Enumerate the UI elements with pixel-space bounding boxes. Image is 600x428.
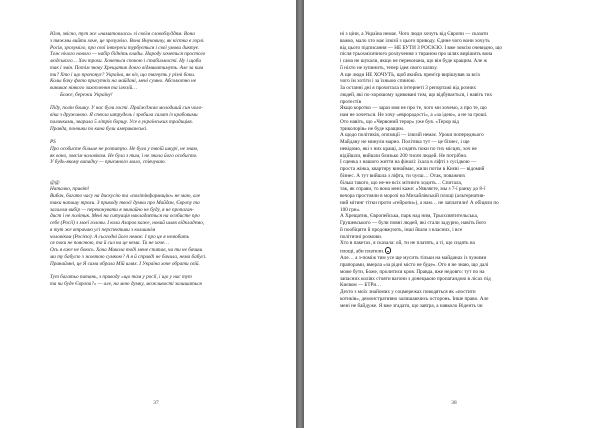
text-line bbox=[50, 227, 262, 234]
text-line bbox=[340, 72, 560, 79]
text-line bbox=[340, 262, 560, 269]
text-line-content: нам не хочеться. Не хочу «еврорадості», а «за ідею», а не за гроші. bbox=[340, 112, 488, 118]
text-line-content: Принаймні, це Я сама обрала Мій шлях. І Україна хоче обрати свій. bbox=[50, 260, 200, 267]
text-line-content: Наталко, привіт! bbox=[50, 186, 90, 193]
text-line-content: ти? Хто і що пропонує? Україна, як віз, що тягнуть у різні боки. bbox=[50, 71, 196, 78]
text-line bbox=[340, 186, 560, 193]
text-line bbox=[50, 65, 262, 72]
text-line-content: паличками, зварила 5 літрів борщу. Усе в українських традиціях. bbox=[50, 118, 194, 125]
text-line bbox=[50, 85, 262, 92]
text-line-content: від цього підписання — НЕ БУТИ З РОСІЄЮ. І вже зовсім очевидно, що bbox=[340, 44, 502, 51]
text-line-content: ми ту бабусю з жовтою сумкою? А я й справді не бачила, нема бабусі. bbox=[50, 253, 207, 260]
paragraph-gap bbox=[50, 267, 262, 274]
text-line-content: чоловіком (Росією). А сьогодні його немає. І про це я нелюбить bbox=[50, 233, 189, 240]
text-line-content: У будь-якому випадку — приємного мало, співчуваю. bbox=[50, 159, 166, 166]
text-line-content: Тут багатьо питань, з приводу «що там у росії, і що у нас тут bbox=[50, 274, 192, 280]
text-line-content: А щодо політиків, опозиції — ілюзій немає. Уроки попереднього bbox=[340, 132, 484, 139]
text-line-content: Але… а з-поміж тим усе ще мусить тільки на майданах із чужими bbox=[340, 255, 487, 262]
text-line-content: Ось я вже не боюсь. Хоча Микола тоді мене спитав, чи ти не бачиш bbox=[50, 247, 203, 253]
text-line bbox=[340, 296, 560, 303]
text-line bbox=[340, 276, 560, 283]
text-line bbox=[50, 213, 262, 220]
text-line-content: так і змін. Потім знову Хрещатик довго відмиватимуть. Але за ким bbox=[50, 64, 204, 71]
text-line-content: 100 грн». bbox=[340, 206, 361, 213]
text-line bbox=[50, 139, 262, 146]
text-line bbox=[340, 58, 560, 65]
text-line bbox=[340, 99, 560, 106]
text-line bbox=[50, 105, 262, 112]
text-line-content: Тож нічого нового — набір бідніть влады. Народу хочеться простого bbox=[50, 51, 206, 58]
text-line-content: А Хрещатик, Європейська, парк над ним, Трьохсвятительська, bbox=[340, 213, 479, 220]
text-line bbox=[50, 220, 262, 227]
text-line bbox=[340, 227, 560, 234]
text-line-content: бізнес. А тут вийшла з ліфта, ти чуєш… Отак, поважних bbox=[340, 172, 466, 179]
text-line-content: Про особисте більше не розпитую. Не була у твоїй шкурі, не знаю, bbox=[50, 145, 199, 152]
text-line bbox=[340, 166, 560, 173]
text-line-content: відійшли, вийшли близько 200 тисяч людей. Не потрібно. bbox=[340, 152, 468, 159]
text-line bbox=[50, 112, 262, 119]
text-line-content: з тяжмы вийти хоче, це зрозуміло. Вона Януковичу, як кістка в горлі. bbox=[50, 37, 205, 44]
text-line bbox=[340, 105, 560, 112]
text-line-content: як воно, зовсім чоловіком. Не була з тим, і не знала його особисто. bbox=[50, 152, 198, 159]
text-line bbox=[50, 126, 262, 133]
text-line bbox=[50, 186, 262, 193]
text-line bbox=[50, 261, 262, 268]
text-line bbox=[340, 65, 560, 72]
right-page-text bbox=[340, 31, 560, 309]
text-line bbox=[340, 173, 560, 180]
text-line bbox=[50, 240, 262, 247]
text-line bbox=[50, 31, 262, 38]
text-line bbox=[50, 159, 262, 166]
text-line-content: її ніхто не зупинить, тепер ідея свого шляху. bbox=[340, 64, 438, 71]
text-line bbox=[50, 146, 262, 153]
text-line bbox=[340, 146, 560, 153]
text-line-content: проста жінка, квартиру винаймає, жили потім в Києві — відомий bbox=[340, 166, 485, 172]
text-line-content: вечора простояли в морозі на Михайлівській площі (альтернатив- bbox=[340, 193, 486, 199]
text-line-content: може бути, Боже, пролитися кров. Правда, вже недовго: тут по на bbox=[340, 268, 485, 275]
text-line bbox=[340, 240, 560, 247]
text-line bbox=[340, 31, 560, 38]
right-page-number: 38 bbox=[451, 400, 457, 406]
text-line-content: дист і не політик. Мені на ситуація накладається на особисте про bbox=[50, 213, 200, 220]
text-line-content: та чи буде Європа?» — але, на мою думку, можливості залишаться bbox=[50, 280, 202, 287]
text-line-content: За останні дні я прочитала в інтернеті 3 репортажі від розних bbox=[340, 85, 477, 91]
text-line bbox=[340, 51, 560, 58]
text-line-content: і сама не шукали, якщо не переконана, що він буде кращим. Але ж bbox=[340, 58, 488, 64]
text-line bbox=[50, 58, 262, 65]
text-line bbox=[50, 193, 262, 200]
text-line-content: Якщо коротко — зараз моя не про те, чого ми хочемо, а про те, що bbox=[340, 105, 487, 112]
text-line bbox=[340, 213, 560, 220]
text-line bbox=[340, 303, 560, 310]
text-line-content: площі, аби платили. bbox=[340, 248, 385, 255]
text-line bbox=[50, 180, 262, 187]
text-line-content: важко, мало хто має ілюзії з цього приводу. Єдине чого вони хочуть bbox=[340, 37, 490, 44]
text-line-content: людей, які по-хорошому здивовані тим, що відбувається, і навіть тих bbox=[340, 91, 493, 98]
text-line bbox=[340, 269, 560, 276]
text-line-content: загалом вибір — переконувати я звичайно не буду, я не пропаган- bbox=[50, 206, 194, 213]
text-line-content: віка з дружиною. Я спекла штрудель і зробила салат із крабовими bbox=[50, 112, 198, 118]
text-line-content: PS bbox=[50, 139, 56, 145]
text-line-content: Колы бачу фото присутніх на майдані, мені сумно. Абсолютно не bbox=[50, 78, 197, 85]
text-line-content: ний мітинг тітки проти «гейропи»), а нам… не заплатили! А обіцяли по bbox=[340, 199, 499, 206]
text-line bbox=[340, 193, 560, 200]
text-line-content: протестів bbox=[340, 98, 362, 105]
text-line-content: політичні розмови. bbox=[340, 233, 383, 240]
text-line-content: Ото навіть, що «Червоний терор» уже був. «Терор від bbox=[340, 118, 459, 125]
text-line-content: котиків», демонстративно залишаючись осторонь. Інше право. Але bbox=[340, 295, 489, 302]
text-line bbox=[340, 119, 560, 126]
left-page-number: 37 bbox=[153, 400, 159, 406]
right-page bbox=[304, 0, 600, 428]
text-line-content: І сценка з нашого життя на фіналі: їхала в ліфті з сусідкою — bbox=[340, 159, 477, 166]
text-line bbox=[50, 200, 262, 207]
text-line-content: людського… Хоч трохи. Хочеться спокою і стабільності. Ну і щоби bbox=[50, 58, 201, 64]
text-line-content: Майдану не минули марно. Політика тут — це бізнес, і ще bbox=[340, 139, 470, 145]
text-line-content: після трьохмісячного розлучення з тираном про шлях вирішить вона bbox=[340, 51, 493, 58]
text-line-content: прапорами, вмерла «за рідні місто не буде». Ото я не знаю, що далі bbox=[340, 262, 489, 269]
text-line-content: й пообіцяти й продовжують, інші йшли з власних, і все bbox=[340, 226, 463, 233]
text-line bbox=[50, 274, 262, 281]
text-line-content: Грушевського — були повні людей, які стали задурно, навіть його bbox=[340, 220, 487, 226]
text-line-content: Росія, зрозуміло, про свої інтереси турбується і свої умови диктує. bbox=[50, 44, 200, 51]
text-line bbox=[50, 254, 262, 261]
text-line-content: Юля, звісно, тут же «наматовласа» зі своїм словоблуддям. Вона bbox=[50, 31, 195, 37]
text-line-content: триколорів» не буде кращим. bbox=[340, 125, 405, 132]
text-line bbox=[340, 132, 560, 139]
text-line bbox=[50, 247, 262, 254]
text-line-content: я тут же втрачаю усі перспективи з колишнім bbox=[50, 226, 156, 233]
text-line bbox=[50, 38, 262, 45]
left-page bbox=[0, 0, 296, 428]
left-page-text bbox=[50, 31, 262, 288]
text-line-content: А ще люди НЕ ХОЧУТЬ, щоб якийсь прем'єр вирішував за всіх bbox=[340, 71, 481, 78]
paragraph-gap bbox=[50, 173, 262, 180]
text-line-content: Хто в пакетах, я сказала: ой, ти не платять, а ті, що сидять на bbox=[340, 240, 475, 247]
text-line-content: Києвом — БТРи… bbox=[340, 282, 382, 289]
text-line bbox=[340, 220, 560, 227]
text-line bbox=[340, 139, 560, 146]
text-line-content: так, як справи, то вона мені каже: «Уявляєте, мы з 7-ї ранку до 8-ї bbox=[340, 186, 486, 193]
text-line bbox=[340, 38, 560, 45]
text-line bbox=[340, 78, 560, 85]
text-line bbox=[340, 289, 560, 296]
text-line bbox=[340, 112, 560, 119]
text-line bbox=[340, 200, 560, 207]
text-line-content: себе (Росії) з моєї голови. І коли Азаров каже, новий шлях відкладемо, bbox=[50, 220, 205, 226]
text-line-content: запасних коліях стояти вагони з донецькою пропагандою в лісах під bbox=[340, 275, 491, 282]
book-gutter bbox=[296, 0, 304, 428]
text-line bbox=[340, 45, 560, 52]
text-line bbox=[340, 180, 560, 187]
text-line-content: ся поки не пояснюю, та й сил на це нема. Та не хоче… bbox=[50, 240, 169, 247]
paragraph-gap bbox=[50, 166, 262, 173]
text-line bbox=[50, 281, 262, 288]
smiley-icon bbox=[385, 247, 392, 254]
text-line bbox=[50, 119, 262, 126]
text-line bbox=[340, 85, 560, 92]
text-line-content: Правда, пончики по кана були американські. bbox=[50, 125, 148, 132]
text-line-content: невідомо, які з них кращі, а сидять поки по тих місцях, хоч не bbox=[340, 145, 477, 152]
text-line bbox=[340, 92, 560, 99]
text-line-content: мені не байдуже. Я вже згадати, що завтра, а навколо Віденть чи bbox=[340, 302, 483, 309]
text-line bbox=[50, 51, 262, 58]
text-line bbox=[50, 92, 262, 99]
text-line-content: @@ bbox=[50, 179, 60, 186]
text-line-content: Дехто з моїх знайомих у соцмережах поводяться як «постити bbox=[340, 289, 476, 296]
text-line bbox=[50, 78, 262, 85]
text-line-content: Боже, бережи Україну! bbox=[60, 91, 113, 98]
text-line-content: чого їм хотіти і за їхньою спиною. bbox=[340, 78, 416, 85]
paragraph-gap bbox=[50, 132, 262, 139]
text-line-content: Вибач, багато часу на дискусію та «політінформацію» не маю, але bbox=[50, 193, 201, 199]
text-line-content: таки напишу трохи. З приводу твоєї думки про Майдан, Європу та bbox=[50, 199, 200, 206]
text-line bbox=[340, 159, 560, 166]
text-line-content: більш такого, що не-не всіх мітинги ходить… Спитала, bbox=[340, 179, 463, 186]
text-line-content: ні з ціни, а Україна немає. Чого люди хочуть від Європи — сказати bbox=[340, 31, 489, 37]
text-line-content: виникає ніякого захоплення та ілюзій… bbox=[50, 85, 137, 91]
text-line-content: Піду, полін бошку. У нас були гості. Приїжджав молодший син чоло- bbox=[50, 105, 203, 112]
